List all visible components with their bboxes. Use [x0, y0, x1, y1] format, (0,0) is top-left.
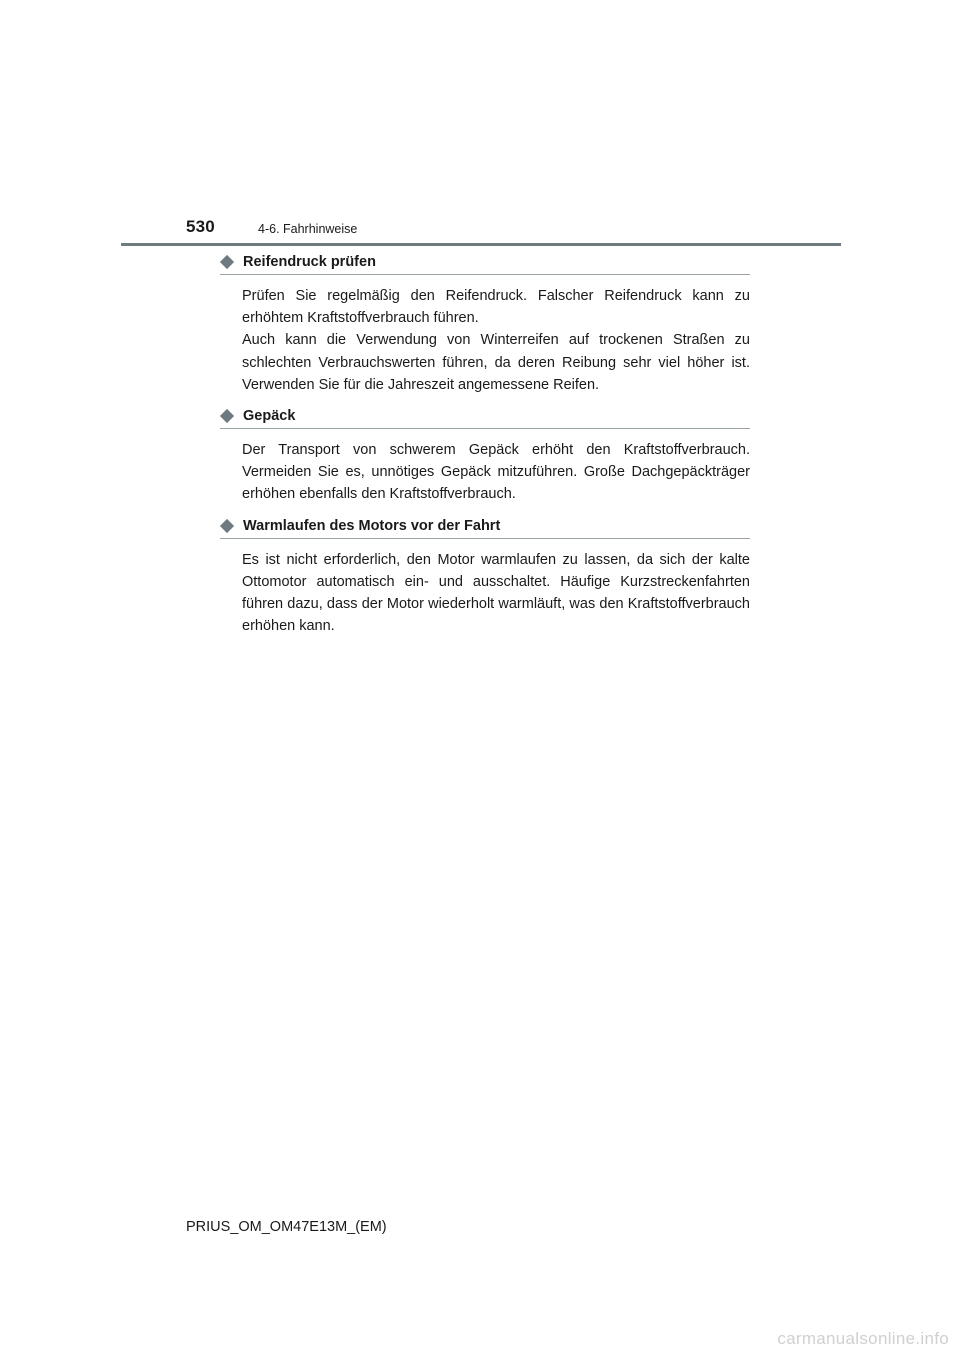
- chapter-label: 4-6. Fahrhinweise: [258, 222, 358, 236]
- document-id-footer: PRIUS_OM_OM47E13M_(EM): [186, 1219, 387, 1235]
- section-heading: [220, 252, 750, 275]
- section-body: [242, 439, 750, 506]
- diamond-bullet-icon: [220, 255, 234, 269]
- page-content: [220, 252, 750, 647]
- diamond-bullet-icon: [220, 409, 234, 423]
- watermark: carmanualsonline.info: [777, 1329, 949, 1348]
- section-body: [242, 285, 750, 396]
- section-heading-text: Warmlaufen des Motors vor der Fahrt: [243, 517, 501, 534]
- section-engine-warmup: [220, 516, 750, 638]
- page-number: 530: [186, 217, 215, 236]
- section-heading: [220, 406, 750, 429]
- paragraph: Der Transport von schwerem Gepäck erhöht den Kraftstoffverbrauch. Vermeiden Sie es, unnötiges Gepäck mitzuführen. Große Dachgepäckträger erhöhen ebenfalls den Kraftstoffverbrauch.: [242, 442, 750, 503]
- section-tire-pressure: [220, 252, 750, 396]
- section-heading-text: Reifendruck prüfen: [243, 254, 376, 270]
- section-heading: [220, 516, 750, 539]
- diamond-bullet-icon: [220, 519, 234, 533]
- paragraph: Prüfen Sie regelmäßig den Reifendruck. Falscher Reifendruck kann zu erhöhtem Kraftstoffverbrauch führen.: [242, 288, 750, 327]
- paragraph: Auch kann die Verwendung von Winterreifen auf trockenen Straßen zu schlechten Verbrauchswerten führen, da deren Reibung sehr viel höher ist. Verwenden Sie für die Jahreszeit angemessene Reifen.: [242, 332, 750, 393]
- header-divider: [121, 243, 841, 246]
- section-luggage: [220, 406, 750, 506]
- paragraph: Es ist nicht erforderlich, den Motor warmlaufen zu lassen, da sich der kalte Ottomotor automatisch ein- und ausschaltet. Häufige Kurzstreckenfahrten führen dazu, dass der Motor wiederholt warmläuft, was den Kraftstoffverbrauch erhöhen kann.: [242, 551, 750, 635]
- section-heading-text: Gepäck: [243, 408, 296, 425]
- section-body: [242, 549, 750, 638]
